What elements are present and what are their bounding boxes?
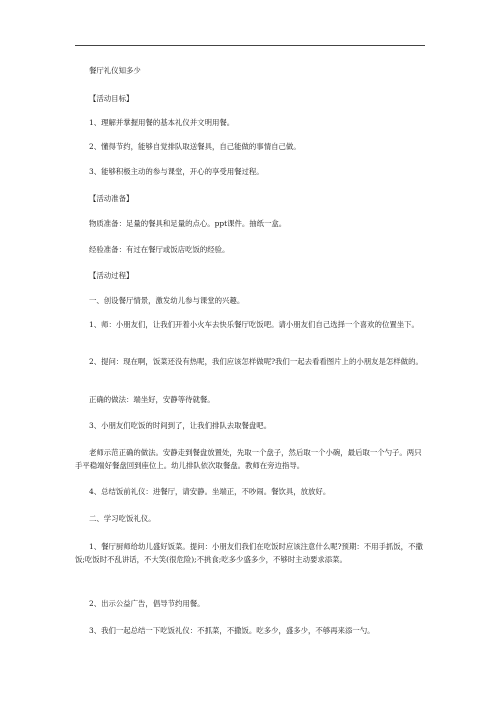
paragraph: 正确的做法：端坐好，安静等待就餐。 (89, 395, 215, 404)
section-heading-process: 【活动过程】 (89, 271, 134, 280)
paragraph: 老师示范正确的做法。安静走到餐盘放置处，先取一个盘子，然后取一个小碗，最后取一个勺子。两只手平稳端好餐盘回到座位上。幼儿排队依次取餐盘。教师在旁边指导。 (75, 448, 422, 470)
document-title: 餐厅礼仪知多少 (89, 66, 141, 75)
paragraph: 3、我们一起总结一下吃饭礼仪：不抓菜，不撒饭。吃多少，盛多少，不够再来添一勺。 (89, 626, 375, 635)
paragraph: 4、总结饭前礼仪：进餐厅，请安静。坐端正，不吵闹。餐饮具，放放好。 (89, 487, 331, 496)
paragraph: 3、能够积极主动的参与课堂，开心的享受用餐过程。 (89, 167, 264, 176)
paragraph: 经验准备：有过在餐厅或饭店吃饭的经验。 (89, 245, 230, 254)
paragraph: 物质准备：足量的餐具和足量的点心。ppt课件。抽纸一盒。 (89, 219, 287, 228)
section-heading-preparation: 【活动准备】 (89, 194, 134, 203)
header-rule (75, 45, 425, 46)
paragraph: 1、师：小朋友们，让我们开着小火车去快乐餐厅吃饭吧。请小朋友们自己选择一个喜欢的位置坐下。 (89, 320, 419, 329)
paragraph: 3、小朋友们吃饭的时间到了，让我们排队去取餐盘吧。 (89, 421, 272, 430)
paragraph: 2、懂得节约，能够自觉排队取送餐具，自己能做的事情自己做。 (89, 142, 301, 151)
section-heading-goals: 【活动目标】 (89, 94, 134, 103)
paragraph: 一、创设餐厅情景，激发幼儿参与课堂的兴趣。 (89, 296, 245, 305)
paragraph: 2、提问：现在啊，饭菜还没有热呢，我们应该怎样做呢?我们一起去看看图片上的小朋友是怎样做的。 (89, 357, 423, 366)
paragraph: 1、理解并掌握用餐的基本礼仪并文明用餐。 (89, 118, 235, 127)
paragraph: 1、餐厅厨师给幼儿盛好饭菜。提问：小朋友们我们在吃饭时应该注意什么呢?预期：不用手抓饭，不撒饭;吃饭时不乱讲话，不大笑(很危险);不挑食;吃多少盛多少，不够时主动要求添菜。 (75, 542, 423, 564)
paragraph: 二、学习吃饭礼仪。 (89, 514, 156, 523)
paragraph: 2、出示公益广告，倡导节约用餐。 (89, 599, 205, 608)
